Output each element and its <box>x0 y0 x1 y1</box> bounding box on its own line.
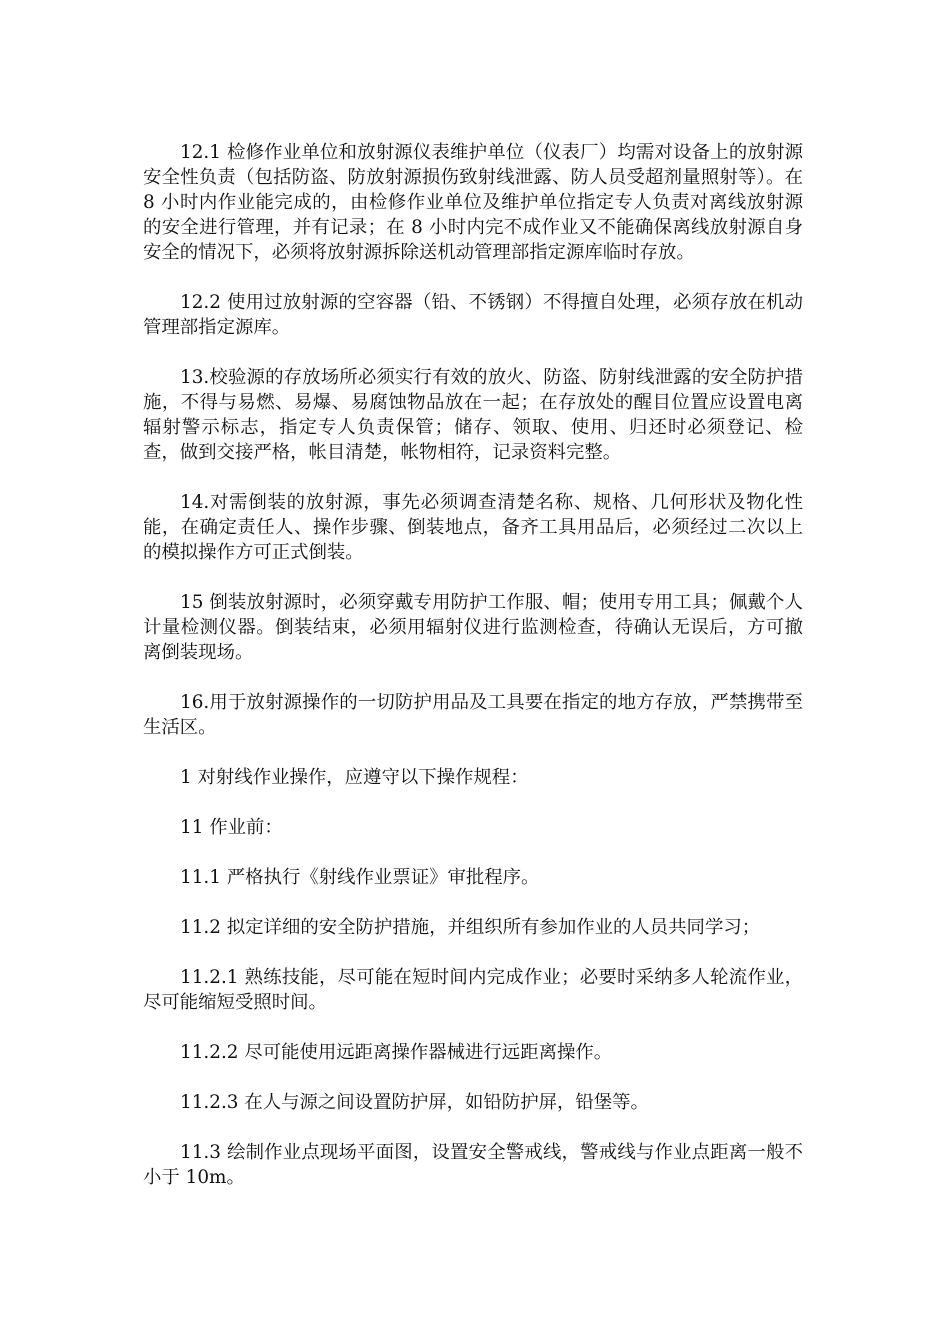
paragraph-11-3: 11.3 绘制作业点现场平面图，设置安全警戒线，警戒线与作业点距离一般不小于 10m。 <box>143 1142 803 1188</box>
paragraph-13: 13.校验源的存放场所必须实行有效的放火、防盗、防射线泄露的安全防护措施，不得与易燃、易爆、易腐蚀物品放在一起；在存放处的醒目位置应设置电离辐射警示标志，指定专人负责保管；储存、领取、使用、归还时必须登记、检查，做到交接严格，帐目清楚，帐物相符，记录资料完整。 <box>143 367 803 463</box>
paragraph-11-2-3: 11.2.3 在人与源之间设置防护屏，如铅防护屏，铅堡等。 <box>180 1092 649 1113</box>
paragraph-11-2: 11.2 拟定详细的安全防护措施，并组织所有参加作业的人员共同学习； <box>180 917 761 938</box>
paragraph-12-2: 12.2 使用过放射源的空容器（铅、不锈钢）不得擅自处理，必须存放在机动管理部指定源库。 <box>143 292 803 338</box>
paragraph-15: 15 倒装放射源时，必须穿戴专用防护工作服、帽；使用专用工具；佩戴个人计量检测仪器。倒装结束，必须用辐射仪进行监测检查，待确认无误后，方可撤离倒装现场。 <box>143 592 803 663</box>
paragraph-14: 14.对需倒装的放射源，事先必须调查清楚名称、规格、几何形状及物化性能，在确定责任人、操作步骤、倒装地点，备齐工具用品后，必须经过二次以上的模拟操作方可正式倒装。 <box>143 492 803 563</box>
paragraph-16: 16.用于放射源操作的一切防护用品及工具要在指定的地方存放，严禁携带至生活区。 <box>143 692 803 738</box>
paragraph-1-heading: 1 对射线作业操作，应遵守以下操作规程： <box>180 767 529 788</box>
paragraph-11-1: 11.1 严格执行《射线作业票证》审批程序。 <box>180 867 540 888</box>
paragraph-12-1: 12.1 检修作业单位和放射源仪表维护单位（仪表厂）均需对设备上的放射源安全性负责（包括防盗、防放射源损伤致射线泄露、防人员受超剂量照射等）。在 8 小时内作业能完成的，由检修作业单位及维护单位指定专人负责对离线放射源的安全进行管理，并有记录；在 8 小时内完不成作业又不能确保离线放射源自身安全的情况下，必须将放射源拆除送机动管理部指定源库临时存放。 <box>143 142 803 263</box>
paragraph-11-2-1: 11.2.1 熟练技能，尽可能在短时间内完成作业；必要时采纳多人轮流作业，尽可能缩短受照时间。 <box>143 967 803 1013</box>
document-body <box>143 140 803 1215</box>
paragraph-11-2-2: 11.2.2 尽可能使用远距离操作器械进行远距离操作。 <box>180 1042 613 1063</box>
paragraph-11-heading: 11 作业前： <box>180 817 283 838</box>
